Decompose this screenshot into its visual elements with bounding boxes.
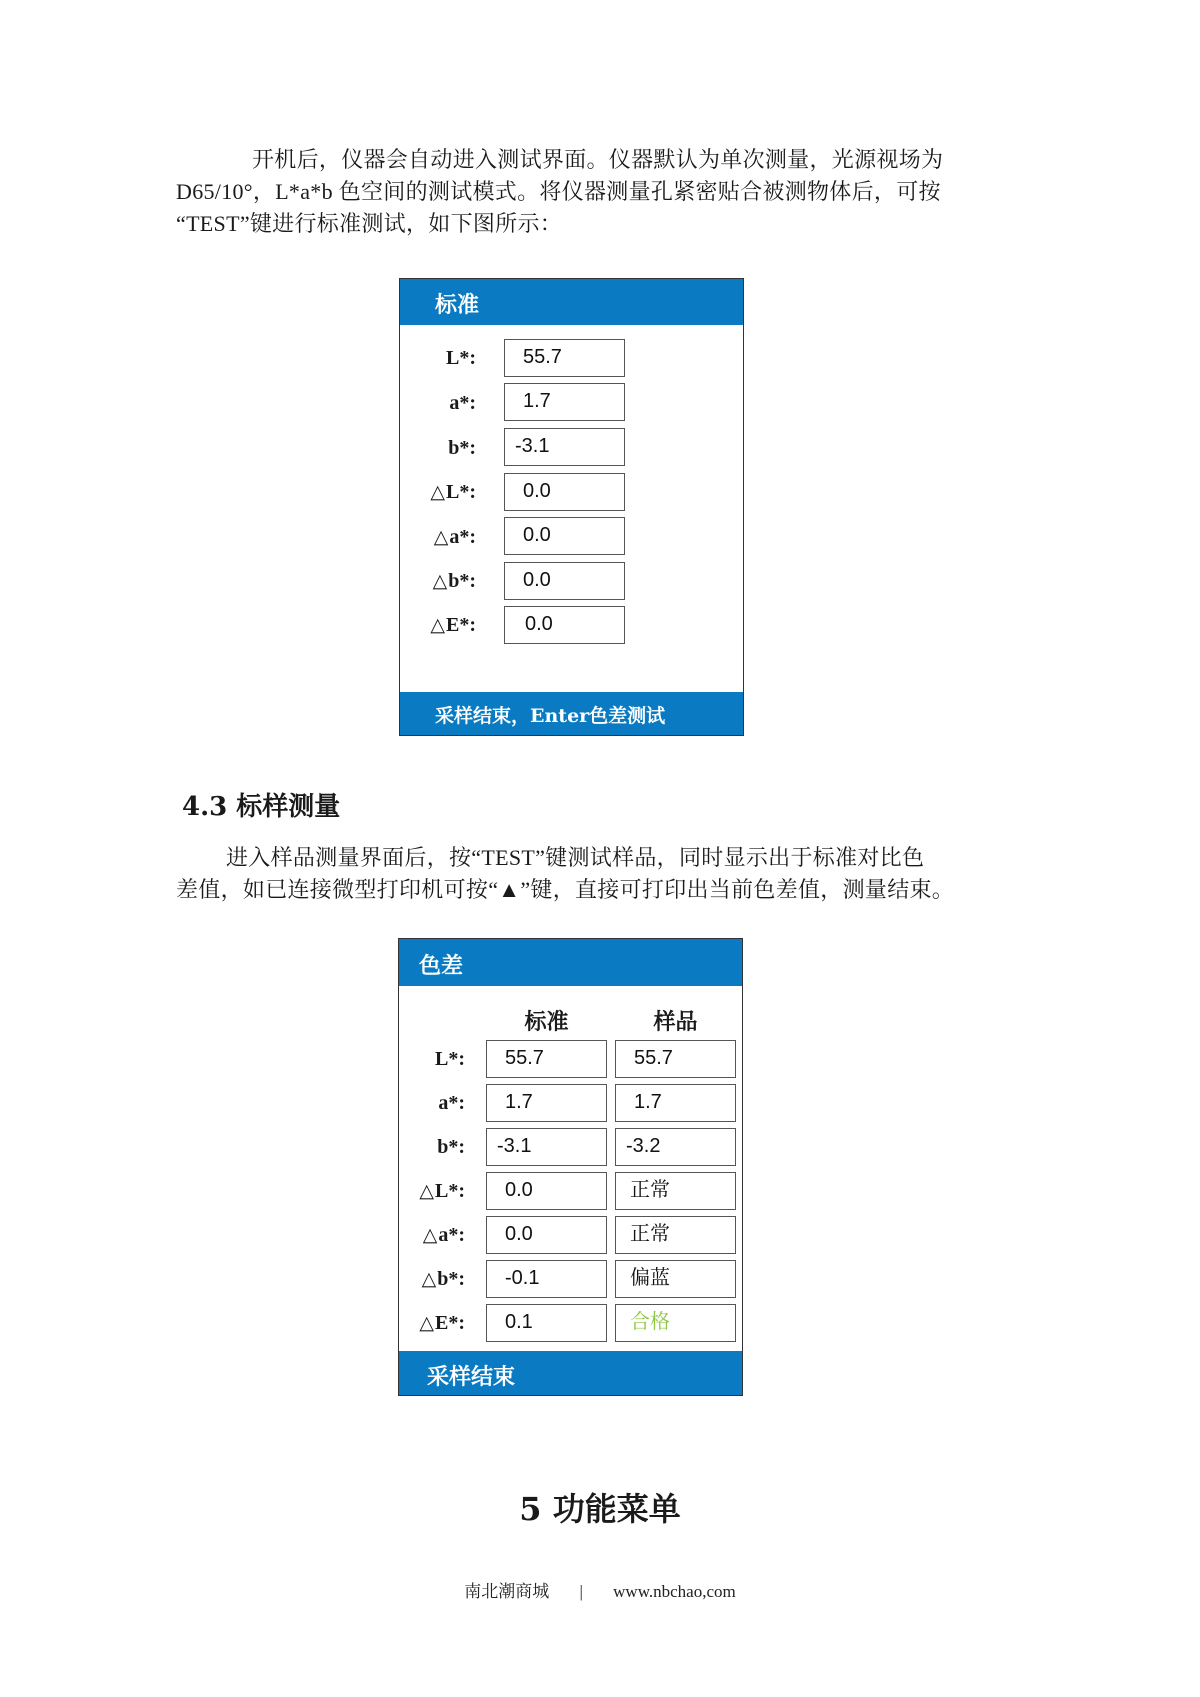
intro-line-1 [176,144,1028,176]
diff-label-delta-E [399,1304,465,1343]
label-a-text: a*: [449,392,476,414]
label-delta-E-text: E*: [446,614,476,636]
diff-label-delta-E-text: E*: [435,1312,465,1334]
diff-label-delta-a [399,1216,465,1255]
value-L: 55.7 [504,339,625,377]
value-delta-b: 0.0 [504,562,625,600]
section-line-1-text: 进入样品测量界面后，按“TEST”键测试样品，同时显示出于标准对比色 [226,845,925,870]
diff-label-a [399,1084,465,1122]
column-header-sample: 样品 [653,1009,698,1035]
standard-panel-title: 标准 [435,292,480,318]
column-header-standard: 标准 [524,1009,569,1035]
intro-line-3: “TEST”键进行标准测试，如下图所示： [176,211,563,236]
standard-panel-header [400,279,743,325]
label-L [400,339,476,377]
label-delta-b-text: b*: [448,570,476,592]
diff-standard-b: -3.1 [486,1128,607,1166]
section-4-3-paragraph [176,842,1028,906]
diff-label-delta-L-text: L*: [435,1180,465,1202]
label-a [400,384,476,422]
section-line-1 [176,842,1028,874]
value-b: -3.1 [504,428,625,466]
diff-sample-delta-E-pass: 合格 [615,1304,736,1342]
delta-icon: △ [430,615,445,636]
diff-standard-delta-a: 0.0 [486,1216,607,1254]
value-delta-L: 0.0 [504,473,625,511]
label-delta-L-text: L*: [446,481,476,503]
diff-sample-delta-a: 正常 [615,1216,736,1254]
diff-panel-status: 采样结束 [427,1364,516,1390]
intro-line-2: D65/10°，L*a*b 色空间的测试模式。将仪器测量孔紧密贴合被测物体后，可按 [176,179,941,204]
delta-icon: △ [421,1269,437,1290]
label-b [400,429,476,467]
label-delta-b [400,562,476,601]
diff-standard-delta-b: -0.1 [486,1260,607,1298]
delta-icon: △ [430,482,445,503]
standard-measurement-panel [399,278,744,736]
page-footer [0,1577,1200,1602]
delta-icon: △ [419,1181,434,1202]
diff-panel-title: 色差 [419,953,464,979]
label-delta-E [400,606,476,645]
diff-standard-a: 1.7 [486,1084,607,1122]
label-b-text: b*: [448,437,476,459]
diff-standard-delta-E: 0.1 [486,1304,607,1342]
diff-standard-delta-L: 0.0 [486,1172,607,1210]
diff-panel-footer [399,1351,742,1395]
value-delta-a: 0.0 [504,517,625,555]
diff-label-delta-L [399,1172,465,1211]
diff-label-b [399,1128,465,1166]
intro-line-1-text: 开机后，仪器会自动进入测试界面。仪器默认为单次测量，光源视场为 [252,147,944,172]
diff-sample-delta-L: 正常 [615,1172,736,1210]
value-delta-E: 0.0 [504,606,625,644]
chapter-heading-5: 5 功能菜单 [519,1490,681,1528]
diff-label-a-text: a*: [438,1092,465,1114]
diff-label-L-text: L*: [435,1048,465,1070]
footer-url[interactable]: www.nbchao,com [613,1582,736,1601]
delta-icon: △ [433,527,449,548]
section-heading-4-3: 4.3 标样测量 [182,792,341,822]
diff-sample-b: -3.2 [615,1128,736,1166]
color-difference-panel [398,938,743,1396]
diff-label-b-text: b*: [437,1136,465,1158]
value-a: 1.7 [504,383,625,421]
delta-icon: △ [432,571,448,592]
section-line-2: 差值，如已连接微型打印机可按“▲”键，直接可打印出当前色差值，测量结束。 [176,877,955,902]
diff-label-delta-a-text: a*: [438,1224,465,1246]
diff-label-delta-b [399,1260,465,1299]
footer-site-name: 南北潮商城 [464,1582,550,1601]
diff-label-L [399,1040,465,1078]
delta-icon: △ [422,1225,438,1246]
label-delta-a-text: a*: [449,526,476,548]
standard-panel-footer [400,692,743,735]
delta-icon: △ [419,1313,434,1334]
diff-panel-header [399,939,742,986]
label-delta-L [400,473,476,512]
intro-paragraph [176,144,1028,240]
label-delta-a [400,518,476,557]
diff-standard-L: 55.7 [486,1040,607,1078]
footer-separator: | [579,1582,583,1601]
diff-sample-a: 1.7 [615,1084,736,1122]
diff-sample-L: 55.7 [615,1040,736,1078]
diff-sample-delta-b: 偏蓝 [615,1260,736,1298]
diff-label-delta-b-text: b*: [437,1268,465,1290]
label-L-text: L*: [446,347,476,369]
standard-panel-status: 采样结束，Enter色差测试 [435,705,666,727]
